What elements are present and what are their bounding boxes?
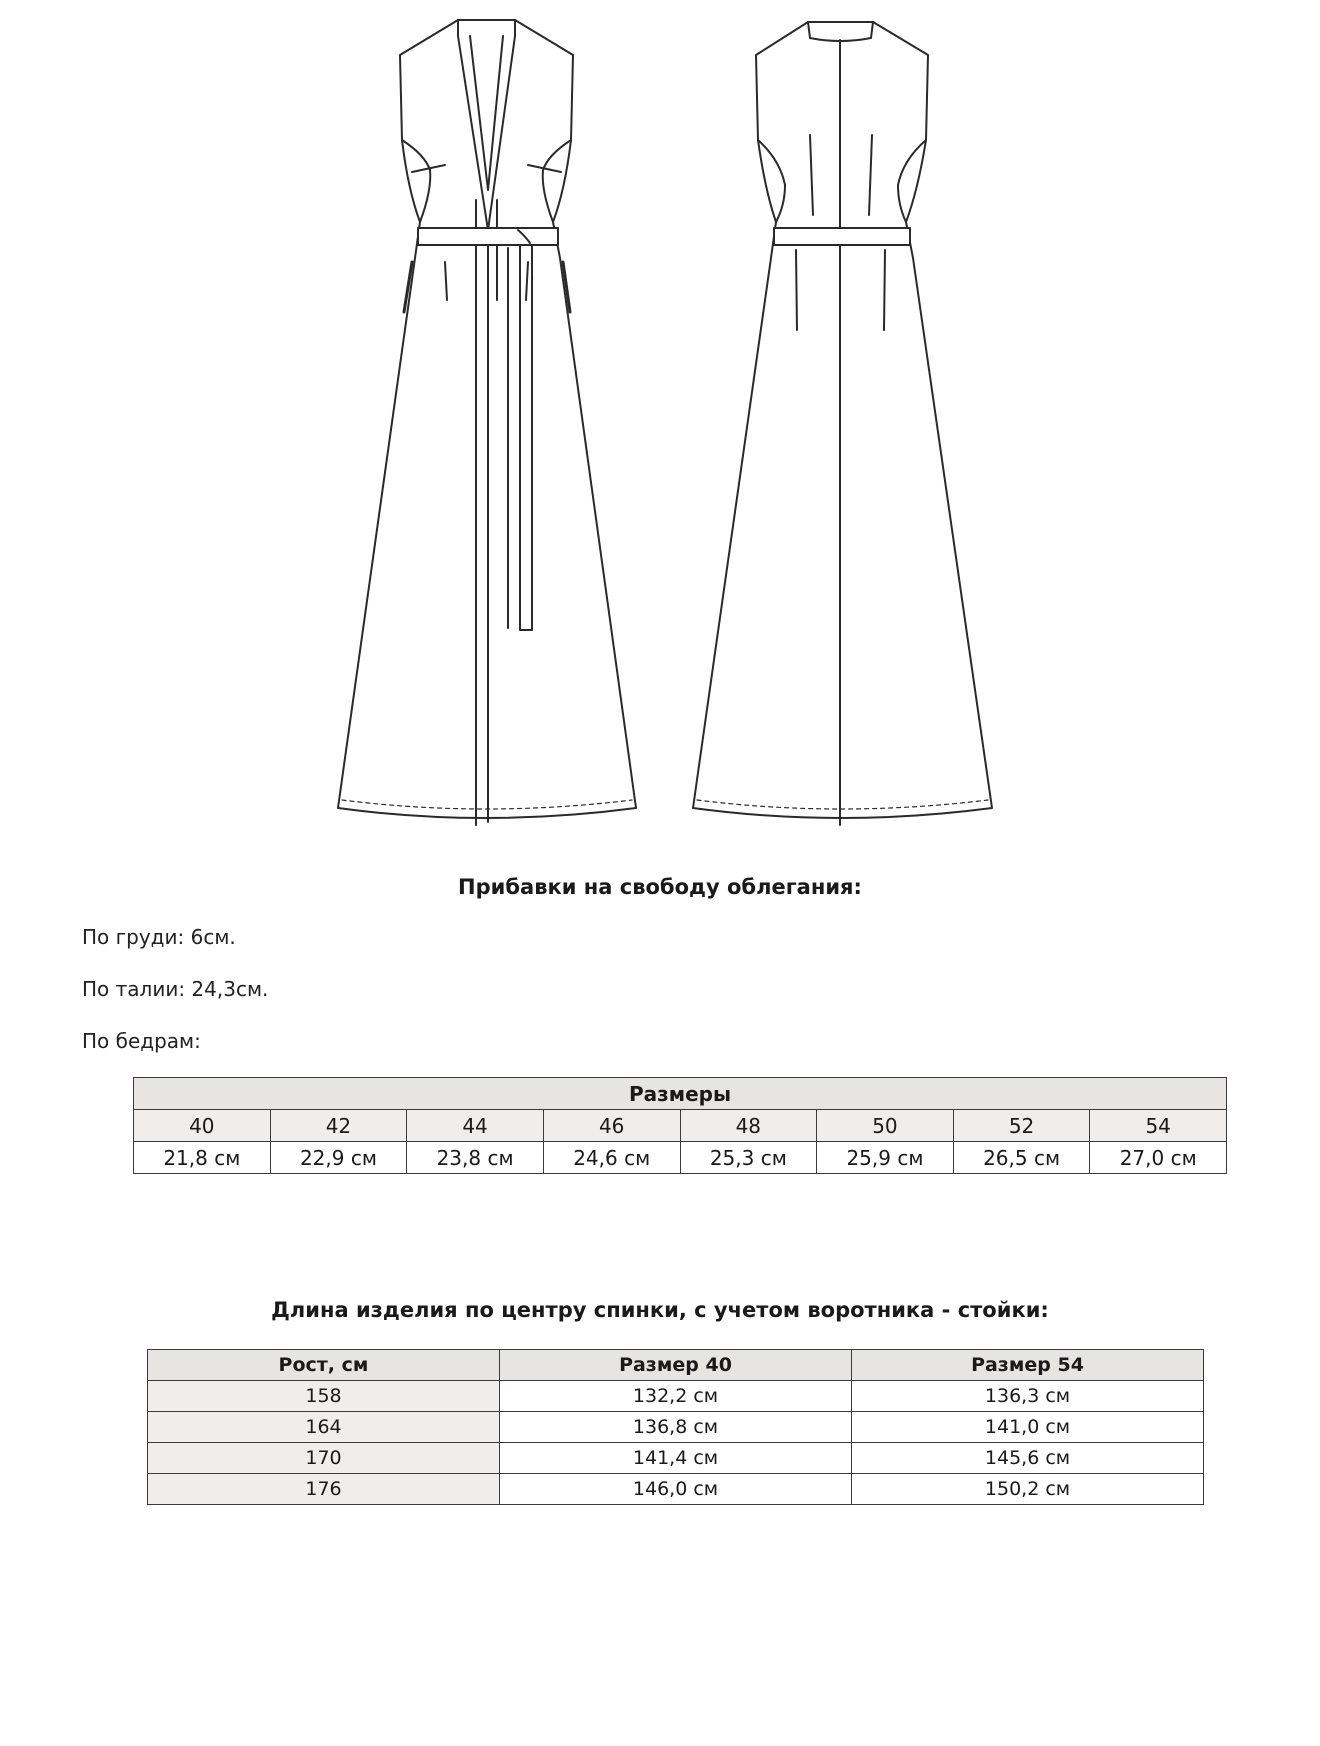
value-cell: 21,8 см xyxy=(134,1142,271,1174)
size-cell: 48 xyxy=(680,1110,817,1142)
size-cell: 46 xyxy=(543,1110,680,1142)
size-cell: 42 xyxy=(270,1110,407,1142)
length-cell: 132,2 см xyxy=(500,1381,852,1412)
length-cell: 136,3 см xyxy=(852,1381,1204,1412)
header-size-54: Размер 54 xyxy=(852,1350,1204,1381)
value-cell: 25,3 см xyxy=(680,1142,817,1174)
value-cell: 27,0 см xyxy=(1090,1142,1227,1174)
dress-front-view xyxy=(338,20,636,825)
length-cell: 146,0 см xyxy=(500,1474,852,1505)
ease-waist: По талии: 24,3см. xyxy=(82,977,269,1001)
height-cell: 170 xyxy=(148,1443,500,1474)
length-cell: 136,8 см xyxy=(500,1412,852,1443)
height-cell: 176 xyxy=(148,1474,500,1505)
size-table-header: Размеры xyxy=(134,1078,1227,1110)
table-row xyxy=(148,1412,1204,1443)
ease-hips: По бедрам: xyxy=(82,1029,201,1053)
length-title: Длина изделия по центру спинки, с учетом воротника - стойки: xyxy=(271,1298,1049,1322)
height-cell: 164 xyxy=(148,1412,500,1443)
length-cell: 150,2 см xyxy=(852,1474,1204,1505)
dress-back-view xyxy=(693,22,992,825)
technical-sketches xyxy=(0,0,1320,850)
value-cell: 23,8 см xyxy=(407,1142,544,1174)
ease-bust: По груди: 6см. xyxy=(82,925,236,949)
table-row xyxy=(148,1474,1204,1505)
value-cell: 26,5 см xyxy=(953,1142,1090,1174)
table-row xyxy=(148,1381,1204,1412)
value-cell: 25,9 см xyxy=(817,1142,954,1174)
value-cell: 22,9 см xyxy=(270,1142,407,1174)
value-cell: 24,6 см xyxy=(543,1142,680,1174)
length-table-header-row xyxy=(148,1350,1204,1381)
length-table xyxy=(147,1349,1204,1505)
height-cell: 158 xyxy=(148,1381,500,1412)
header-size-40: Размер 40 xyxy=(500,1350,852,1381)
length-cell: 141,4 см xyxy=(500,1443,852,1474)
size-cell: 54 xyxy=(1090,1110,1227,1142)
size-cell: 44 xyxy=(407,1110,544,1142)
size-cell: 50 xyxy=(817,1110,954,1142)
size-row xyxy=(134,1110,1227,1142)
length-cell: 141,0 см xyxy=(852,1412,1204,1443)
header-height: Рост, см xyxy=(148,1350,500,1381)
length-cell: 145,6 см xyxy=(852,1443,1204,1474)
value-row xyxy=(134,1142,1227,1174)
size-cell: 52 xyxy=(953,1110,1090,1142)
size-table xyxy=(133,1077,1227,1174)
ease-title: Прибавки на свободу облегания: xyxy=(458,875,862,899)
table-row xyxy=(148,1443,1204,1474)
size-cell: 40 xyxy=(134,1110,271,1142)
